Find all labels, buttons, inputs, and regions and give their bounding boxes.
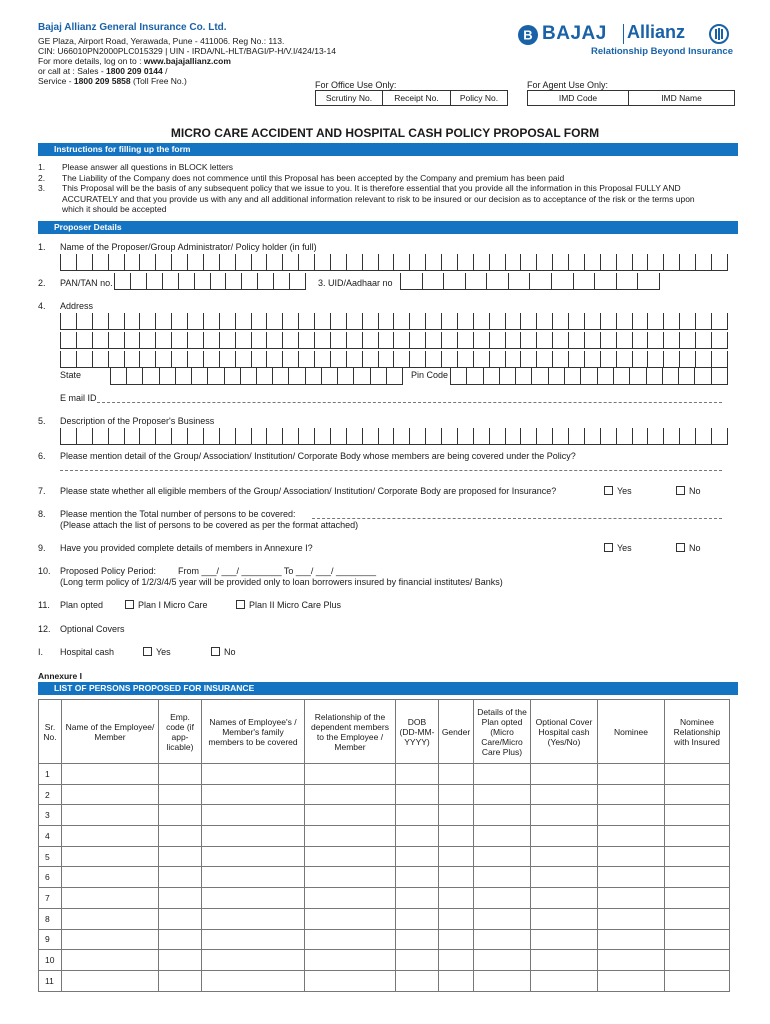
col-gender: Gender [439,700,474,764]
instructions-header: Instructions for filling up the form [38,143,738,156]
q1-label: Name of the Proposer/Group Administrator/ Policy holder (in full) [60,242,317,252]
company-website-line: For more details, log on to : www.bajajallianz.com [38,56,231,66]
q11-number: 11. [38,600,50,610]
col-emp-code: Emp. code (if app-licable) [159,700,202,764]
group-detail-line[interactable] [60,470,722,471]
q2-number: 2. [38,278,46,288]
pin-code-label: Pin Code [411,370,449,380]
checkbox-icon[interactable] [236,600,245,609]
table-row: 1 [39,764,730,785]
q12-label: Optional Covers [60,624,125,634]
email-line[interactable] [97,402,722,403]
checkbox-icon[interactable] [676,543,685,552]
checkbox-icon[interactable] [125,600,134,609]
pin-code-boxes[interactable] [450,368,728,385]
company-service-line: Service - 1800 209 5858 (Toll Free No.) [38,76,187,86]
company-name: Bajaj Allianz General Insurance Co. Ltd. [38,22,227,33]
table-row: 6 [39,867,730,888]
col-relationship: Relationship of the dependent members to the Employee / Member [305,700,396,764]
policy-period-dates[interactable]: From ___/ ___/ ________ To ___/ ___/ ________ [178,566,376,576]
checkbox-icon[interactable] [143,647,152,656]
instruction-item: 3. This Proposal will be the basis of any subsequent policy that we issue to you. It is therefore essential that you provide all the information in this Proposal FULLY AND ACCURATELY and that you provide us with any and all additional information relevant to risk to be insured or our decision as to acceptance of the risk or the terms upon which it should be accepted [38,183,695,214]
state-boxes[interactable] [110,368,403,385]
address-line1-boxes[interactable] [60,313,728,330]
checkbox-icon[interactable] [604,486,613,495]
q2-label: PAN/TAN no. [60,278,113,288]
annexure-header: LIST OF PERSONS PROPOSED FOR INSURANCE [38,682,738,695]
q10-label: Proposed Policy Period: [60,566,157,576]
total-persons-line[interactable] [312,518,722,519]
svg-text:B: B [523,27,533,43]
q5-number: 5. [38,416,46,426]
address-line3-boxes[interactable] [60,351,728,368]
plan1-option[interactable]: Plan I Micro Care [125,600,208,611]
company-sales-line: or call at : Sales - 1800 209 0144 / [38,66,168,76]
annexure-title: Annexure I [38,671,82,681]
uid-aadhaar-boxes[interactable] [400,273,660,290]
table-row: 10 [39,950,730,971]
table-row: 8 [39,908,730,929]
q9-number: 9. [38,543,46,553]
pan-tan-boxes[interactable] [114,273,306,290]
col-nominee: Nominee [598,700,665,764]
col-sr-no: Sr. No. [39,700,62,764]
allianz-eagle-icon [709,24,729,44]
annexure-header-row [39,700,730,764]
table-row: 3 [39,805,730,826]
q5-label: Description of the Proposer's Business [60,416,215,426]
q6-label: Please mention detail of the Group/ Association/ Institution/ Corporate Body whose members are being covered under the Policy? [60,451,576,461]
scrutiny-no-cell[interactable]: Scrutiny No. [316,91,383,106]
q7-number: 7. [38,486,46,496]
q7-yes-option[interactable]: Yes [604,486,632,497]
company-website[interactable]: www.bajajallianz.com [143,56,231,66]
qI-number: I. [38,647,44,657]
annexure-body [39,764,730,992]
q8-number: 8. [38,509,46,519]
q10-number: 10. [38,566,51,576]
col-employee-name: Name of the Employee/ Member [62,700,159,764]
checkbox-icon[interactable] [211,647,220,656]
q9-label: Have you provided complete details of members in Annexure I? [60,543,313,553]
logo-divider [623,24,624,44]
col-family-names: Names of Employee's / Member's family members to be covered [202,700,305,764]
bajaj-allianz-logo [517,22,733,58]
col-hospital-cash: Optional Cover Hospital cash (Yes/No) [531,700,598,764]
q8-label: Please mention the Total number of persons to be covered: [60,509,296,519]
checkbox-icon[interactable] [604,543,613,552]
q4-label: Address [60,301,94,311]
q11-label: Plan opted [60,600,104,610]
table-row: 11 [39,970,730,991]
instructions-list [38,162,738,215]
receipt-no-cell[interactable]: Receipt No. [383,91,451,106]
q10-note: (Long term policy of 1/2/3/4/5 year will be provided only to loan borrowers insured by financial institutes/ Banks) [60,577,503,587]
instruction-item: 1. Please answer all questions in BLOCK letters [38,162,234,172]
agent-use-table [527,90,735,106]
q12-number: 12. [38,624,51,634]
table-row: 5 [39,846,730,867]
logo-bajaj-text: BAJAJ [542,23,607,44]
q9-yes-option[interactable]: Yes [604,543,632,554]
office-use-table [315,90,508,106]
q3-label: 3. UID/Aadhaar no [318,278,393,288]
agent-use-label: For Agent Use Only: [527,80,609,90]
proposer-details-header: Proposer Details [38,221,738,234]
table-row: 4 [39,826,730,847]
col-dob: DOB (DD-MM-YYYY) [396,700,439,764]
imd-name-cell[interactable]: IMD Name [629,91,735,106]
annexure-table [38,699,730,992]
logo-tagline: Relationship Beyond Insurance [591,46,733,57]
proposer-name-boxes[interactable] [60,254,728,271]
company-block [38,22,336,86]
hospital-cash-no-option[interactable]: No [211,647,236,658]
policy-no-cell[interactable]: Policy No. [451,91,508,106]
col-plan-opted: Details of the Plan opted (Micro Care/Micro Care Plus) [474,700,531,764]
q9-no-option[interactable]: No [676,543,701,554]
q4-number: 4. [38,301,46,311]
plan2-option[interactable]: Plan II Micro Care Plus [236,600,341,611]
bajaj-logo-icon [517,24,539,46]
table-row: 7 [39,888,730,909]
instruction-item: 2. The Liability of the Company does not commence until this Proposal has been accepted by the Company and premium has been paid [38,172,565,183]
company-cin: CIN: U66010PN2000PLC015329 | UIN - IRDA/NL-HLT/BAGI/P-H/V.I/424/13-14 [38,46,336,56]
state-label: State [60,370,82,380]
checkbox-icon[interactable] [676,486,685,495]
form-title: MICRO CARE ACCIDENT AND HOSPITAL CASH POLICY PROPOSAL FORM [170,126,600,140]
email-label: E mail ID [60,393,97,403]
business-description-boxes[interactable] [60,428,728,445]
q7-no-option[interactable]: No [676,486,701,497]
q6-number: 6. [38,451,46,461]
hospital-cash-yes-option[interactable]: Yes [143,647,171,658]
logo-allianz-text: Allianz [627,22,686,42]
table-row: 2 [39,784,730,805]
address-line2-boxes[interactable] [60,332,728,349]
col-nominee-relationship: Nominee Relationship with Insured [665,700,730,764]
office-use-label: For Office Use Only: [315,80,397,90]
q7-label: Please state whether all eligible members of the Group/ Association/ Institution/ Corporate Body are proposed for Insurance? [60,486,557,496]
qI-label: Hospital cash [60,647,115,657]
q1-number: 1. [38,242,46,252]
q8-note: (Please attach the list of persons to be covered as per the format attached) [60,520,359,530]
table-row: 9 [39,929,730,950]
company-address: GE Plaza, Airport Road, Yerawada, Pune - 411006. Reg No.: 113. [38,36,285,46]
imd-code-cell[interactable]: IMD Code [528,91,629,106]
